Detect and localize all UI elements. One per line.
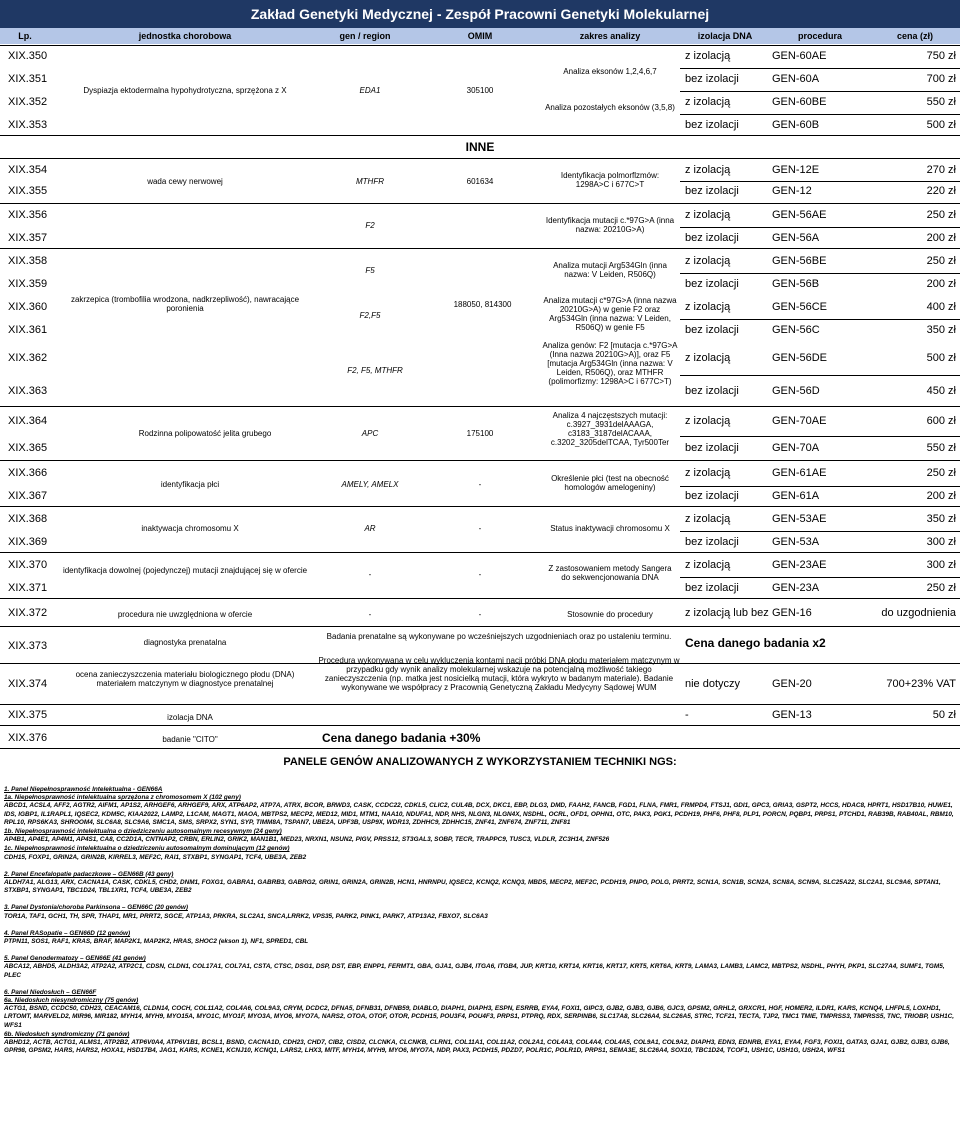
isolation-option: z izolacją: [685, 467, 731, 479]
col-header-omim: OMIM: [467, 31, 493, 41]
price: 250 zł: [926, 255, 956, 267]
isolation-option: bez izolacji: [685, 536, 739, 548]
procedure-code: GEN-23A: [772, 582, 820, 594]
col-header-isolation: izolacja DNA: [697, 31, 753, 41]
panel-genes: TOR1A, TAF1, GCH1, TH, SPR, THAP1, MR1, PRRT2, SGCE, ATP1A3, PRKRA, SLC2A1, SNCA,LRRK2, VPS35, PARK2, PINK1, PARK7, ATP13A2, FBXO7, SLC6A3: [4, 912, 488, 920]
isolation-option: bez izolacji: [685, 490, 739, 502]
row-divider: [0, 460, 960, 461]
price: 250 zł: [926, 209, 956, 221]
row-lp: XIX.369: [8, 536, 48, 548]
panel-heading: 6b. Niedosłuch syndromiczny (71 genów): [4, 1030, 130, 1038]
price: 550 zł: [926, 442, 956, 454]
col-header-scope: zakres analizy: [579, 31, 641, 41]
gene-cell: APC: [361, 429, 379, 438]
table-row: [0, 486, 960, 508]
table-row: [0, 227, 960, 250]
panel-genes: ABHD12, ACTB, ACTG1, ALMS1, ATP2B2, ATP6V0A4, ATP6V1B1, BCSL1, BSND, CACNA1D, CDH23, CHD7, CIB2, CISD2, CLCNKA, CLCNKB, CLRN1, COL11A1, COL11A2, COL2A1, COL4A3, COL4A4, COL4A5, COL9A1, COL9A2, DIAPH3, EDN3, EDNRB, EYA1, EYA4, FGF3, FOXI1, GATA3, GJA1, GJB2, GJB3, GJB6, GPR98, GPSM2, HARS, HARS2, HOXA1, HSD17B4, JAG1, KARS, KCNE1, KCNJ10, KCNQ1, LARS2, LHX3, MITF, MYH14, MYH9, MYO6, MYO7A, NDP, PAX3, PCDH15, PDZD7, POLR1C, POLR1D, PRPS1, SEMA3E, SLC26A4, SOX10, TBC1D24, TCOF1, USH1C, USH1G, USH2A, WFS1: [4, 1039, 950, 1055]
price: 750 zł: [926, 50, 956, 62]
col-header-gene: gen / region: [339, 31, 391, 41]
price: 350 zł: [926, 513, 956, 525]
price: 500 zł: [926, 352, 956, 364]
row-lp: XIX.359: [8, 278, 48, 290]
procedure-code: GEN-56D: [772, 385, 820, 397]
gene-cell: EDA1: [359, 86, 381, 95]
row-lp: XIX.367: [8, 490, 48, 502]
row-lp: XIX.352: [8, 96, 48, 108]
table-header: [0, 28, 960, 44]
panel-heading: 4. Panel RASopatie – GEN66D (12 genów): [4, 929, 131, 937]
row-lp: XIX.356: [8, 209, 48, 221]
scope-cell: Status inaktywacji chromosomu X: [550, 524, 670, 533]
scope-cell: Procedura wykonywana w celu wykluczenia kontami nacji próbki DNA płodu materiałem matczynym w przypadku gdy wynik analizy molekularnej wskazuje na potencjalną możliwość takiego zanieczyszczenia (np. matka jest nosicielką mutacji, która wykryto w badanym materiale). Badanie wykonywane we współpracy z Pracownią Genetyczną Zakładu Medycyny Sądowej WUM: [318, 656, 680, 692]
isolation-option: nie dotyczy: [685, 678, 741, 690]
price: 500 zł: [926, 119, 956, 131]
table-row: [0, 46, 960, 68]
isolation-option: bez izolacji: [685, 278, 739, 290]
disease-cell: wada cewy nerwowej: [147, 177, 223, 186]
row-lp: XIX.371: [8, 582, 48, 594]
disease-cell: identyfikacja płci: [160, 480, 220, 489]
procedure-code: GEN-60B: [772, 119, 820, 131]
table-row: [0, 273, 960, 296]
omim-cell: -: [478, 524, 482, 533]
isolation-option: z izolacją: [685, 301, 731, 313]
procedure-code: GEN-56CE: [772, 301, 828, 313]
gene-cell: -: [368, 610, 372, 619]
gene-cell: MTHFR: [356, 177, 384, 186]
table-row: [0, 114, 960, 137]
gene-cell: AMELY, AMELX: [341, 480, 399, 489]
scope-cell: Identyfikacja polmorflzmów: 1298A>C i 677C>T: [560, 171, 660, 189]
procedure-code: GEN-16: [772, 607, 812, 619]
procedure-code: GEN-56B: [772, 278, 820, 290]
row-divider: [680, 227, 960, 228]
col-header-price: cena (zł): [896, 31, 933, 41]
price: 450 zł: [926, 385, 956, 397]
table-row: [0, 375, 960, 408]
gene-cell: F5: [365, 266, 375, 275]
procedure-code: GEN-53A: [772, 536, 820, 548]
isolation-option: bez izolacji: [685, 73, 739, 85]
isolation-option: z izolacją: [685, 96, 731, 108]
price: 250 zł: [926, 467, 956, 479]
price: 350 zł: [926, 324, 956, 336]
price: 200 zł: [926, 490, 956, 502]
omim-cell: -: [478, 570, 482, 579]
row-lp: XIX.353: [8, 119, 48, 131]
panel-heading: 5. Panel Genodermatozy – GEN66E (41 genów): [4, 955, 146, 963]
panel-gap: [4, 896, 956, 904]
col-header-procedure: procedura: [797, 31, 842, 41]
row-divider: [0, 748, 960, 749]
price: 550 zł: [926, 96, 956, 108]
price: 600 zł: [926, 415, 956, 427]
row-divider: [0, 135, 960, 136]
omim-cell: 175100: [466, 429, 494, 438]
scope-cell: Analiza genów: F2 [mutacja c.*97G>A (Inna nazwa 20210G>A)], oraz F5 [mutacja Arg534Gln (inna nazwa: V Leiden, R506Q), oraz MTHFR (polimorfizmy: 1298A>C i 677C>T): [542, 341, 678, 386]
row-divider: [0, 704, 960, 705]
procedure-code: GEN-60BE: [772, 96, 827, 108]
row-lp: XIX.365: [8, 442, 48, 454]
scope-cell: Określenie płci (test na obecność homologów amelogeniny): [551, 474, 669, 492]
disease-cell: badanie "CITO": [162, 735, 218, 744]
panel-gap: [4, 947, 956, 955]
isolation-option: z izolacją lub bez: [685, 607, 769, 619]
page-title: Zakład Genetyki Medycznej - Zespół Pracowni Genetyki Molekularnej: [0, 0, 960, 28]
row-lp: XIX.362: [8, 352, 48, 364]
row-divider: [0, 506, 960, 507]
isolation-option: z izolacją: [685, 352, 731, 364]
row-divider: [680, 181, 960, 182]
panel-heading: 3. Panel Dystonia/choroba Parkinsona – GEN66C (20 genów): [4, 904, 188, 912]
table-row: [0, 319, 960, 342]
row-lp: XIX.354: [8, 164, 48, 176]
price: 200 zł: [926, 232, 956, 244]
row-lp: XIX.375: [8, 709, 48, 721]
procedure-code: GEN-70A: [772, 442, 820, 454]
price: 400 zł: [926, 301, 956, 313]
panel-genes: CDH15, FOXP1, GRIN2A, GRIN2B, KIRREL3, MEF2C, RAI1, STXBP1, SYNGAP1, TCF4, UBE3A, ZEB2: [4, 853, 307, 861]
row-divider: [0, 248, 960, 249]
row-divider: [0, 725, 960, 726]
disease-cell: Rodzinna polipowatość jelita grubego: [138, 429, 272, 438]
price: 220 zł: [926, 185, 956, 197]
scope-cell: Z zastosowaniem metody Sangera do sekwencjonowania DNA: [548, 564, 672, 582]
row-divider: [0, 598, 960, 599]
panel-genes: ABCD1, ACSL4, AFF2, AGTR2, AIFM1, AP1S2, ARHGEF6, ARHGEF9, ARX, ATP6AP2, ATP7A, ATRX, BCOR, BRWD3, CASK, CCDC22, CDKL5, CLIC2, CUL4B, DCX, DKC1, EBP, DLG3, DMD, FAAH2, FANCB, FGD1, FLNA, FMR1, FRMPD4, FTSJ1, GDI1, GPC3, GRIA3, GSPT2, HCCS, HDAC8, HPRT1, HSD17B10, HUWE1, IDS, IGBP1, IL1RAPL1, IQSEC2, KDM5C, KIAA2022, LAMP2, L1CAM, MAGT1, MAOA, MBTPS2, MECP2, MED12, MID1, MTM1, NAA10, NDUFA1, NDP, NHS, NLGN3, NLGN4X, NSDHL, OCRL, OFD1, OPHN1, OTC, PAK3, PGK1, PCDH19, PHF6, PHF8, PLP1, PORCN, PQBP1, PRPS1, PTCHD1, RAB39B, RAB40AL, RBM10, RPL10, RPS6KA3, SHROOM4, SLC6A8, SLC9A6, SMC1A, SMS, SRPX2, SYN1, SYP, TIMM8A, TSPAN7, UBE2A, UPF3B, USP9X, WDR13, ZDHHC9, ZDHHC15, ZNF41, ZNF674, ZNF711, ZNF81: [4, 802, 954, 826]
isolation-option: z izolacją: [685, 513, 731, 525]
row-lp: XIX.370: [8, 559, 48, 571]
table-row: [0, 577, 960, 600]
row-divider: [680, 577, 960, 578]
gene-cell: -: [368, 570, 372, 579]
row-divider: [0, 45, 960, 46]
disease-cell: identyfikacja dowolnej (pojedynczej) mutacji znajdującej się w ofercie: [62, 566, 308, 575]
price: 700+23% VAT: [886, 678, 956, 690]
row-divider: [0, 406, 960, 407]
panel-genes: ABCA12, ABHD5, ALDH3A2, ATP2A2, ATP2C1, CDSN, CLDN1, COL17A1, COL7A1, CSTA, CTSC, DSG1, DSP, DST, EBP, ENPP1, FERMT1, GBA, GJA1, GJB4, ITGA6, ITGB4, JUP, KRT10, KRT14, KRT16, KRT17, KRT5, KRT6A, KRT9, LAMA3, LAMB3, LAMC2, MBTPS2, NSDHL, PHYH, PKP1, SLC27A4, SUMF1, TGM5, PLEC: [4, 963, 945, 979]
isolation-option: z izolacją: [685, 559, 731, 571]
isolation-option: bez izolacji: [685, 119, 739, 131]
procedure-code: GEN-12E: [772, 164, 820, 176]
table-row: [0, 531, 960, 554]
panel-heading: 1a. Niepełnosprawność intelektualna sprzężona z chromosomem X (102 geny): [4, 794, 241, 802]
procedure-code: GEN-61A: [772, 490, 820, 502]
scope-cell: Analiza 4 najczęstszych mutacji: c.3927_3931delAAAGA, c3183_3187delACAAA, c.3202_3205delTCAA, Tyr500Ter: [550, 411, 670, 447]
isolation-option: bez izolacji: [685, 324, 739, 336]
procedure-code: GEN-56AE: [772, 209, 827, 221]
row-lp: XIX.372: [8, 607, 48, 619]
procedure-code: GEN-23AE: [772, 559, 827, 571]
isolation-option: bez izolacji: [685, 185, 739, 197]
row-divider: [0, 203, 960, 204]
table-row: [0, 250, 960, 273]
procedure-code: GEN-56C: [772, 324, 820, 336]
omim-cell: -: [478, 610, 482, 619]
disease-cell: procedura nie uwzględniona w ofercie: [117, 610, 253, 619]
price: do uzgodnienia: [881, 607, 956, 619]
procedure-code: GEN-60A: [772, 73, 820, 85]
price: 300 zł: [926, 559, 956, 571]
isolation-option: z izolacją: [685, 164, 731, 176]
row-divider: [680, 531, 960, 532]
panel-heading: 2. Panel Encefalopatie padaczkowe – GEN66B (43 geny): [4, 870, 174, 878]
isolation-option: bez izolacji: [685, 385, 739, 397]
procedure-code: GEN-56BE: [772, 255, 827, 267]
row-lp: XIX.366: [8, 467, 48, 479]
row-divider: [0, 626, 960, 627]
cito-price-note: Cena danego badania +30%: [322, 731, 481, 745]
row-lp: XIX.360: [8, 301, 48, 313]
row-divider: [680, 436, 960, 437]
row-divider: [0, 158, 960, 159]
panel-heading: 1. Panel Niepełnosprawność Intelektualna - GEN66A: [4, 786, 163, 793]
row-lp: XIX.358: [8, 255, 48, 267]
price: 250 zł: [926, 582, 956, 594]
procedure-code: GEN-70AE: [772, 415, 827, 427]
row-lp: XIX.355: [8, 185, 48, 197]
row-lp: XIX.374: [8, 678, 48, 690]
table-row: [0, 436, 960, 462]
scope-cell: Identyfikacja mutacji c.*97G>A (inna nazwa: 20210G>A): [545, 216, 675, 234]
row-divider: [680, 68, 960, 69]
row-divider: [0, 552, 960, 553]
row-lp: XIX.368: [8, 513, 48, 525]
gene-cell: AR: [364, 524, 376, 533]
isolation-option: bez izolacji: [685, 582, 739, 594]
scope-cell: Badania prenatalne są wykonywane po wcześniejszych uzgodnieniach oraz po ustaleniu terminu.: [326, 632, 672, 641]
col-header-disease: jednostka chorobowa: [138, 31, 232, 41]
isolation-option: bez izolacji: [685, 232, 739, 244]
row-lp: XIX.376: [8, 732, 48, 744]
row-divider: [680, 114, 960, 115]
panel-genes: PTPN11, SOS1, RAF1, KRAS, BRAF, MAP2K1, MAP2K2, HRAS, SHOC2 (ekson 1), NF1, SPRED1, CBL: [4, 938, 309, 946]
procedure-code: GEN-56DE: [772, 352, 828, 364]
disease-cell: inaktywacja chromosomu X: [141, 524, 239, 533]
panel-gap: [4, 863, 956, 871]
price: 200 zł: [926, 278, 956, 290]
row-lp: XIX.350: [8, 50, 48, 62]
row-lp: XIX.363: [8, 385, 48, 397]
panel-gap: [4, 922, 956, 930]
omim-cell: 601634: [466, 177, 494, 186]
scope-cell: Stosownie do procedury: [567, 610, 653, 619]
scope-cell: Analiza mutacji Arg534Gln (inna nazwa: V Leiden, R506Q): [553, 261, 667, 279]
procedure-code: GEN-56A: [772, 232, 820, 244]
disease-cell: Dyspiazja ektodermalna hypohydrotyczna, sprzężona z X: [83, 86, 287, 95]
omim-cell: -: [478, 480, 482, 489]
row-divider: [680, 273, 960, 274]
row-lp: XIX.364: [8, 415, 48, 427]
panel-heading: 1c. Niepełnosprawność intelektualna o dziedziczeniu autosomalnym dominującym (12 genów): [4, 845, 290, 853]
procedure-code: GEN-12: [772, 185, 812, 197]
procedure-code: GEN-61AE: [772, 467, 827, 479]
row-divider: [680, 486, 960, 487]
isolation-option: -: [685, 709, 689, 721]
panel-heading: 1b. Niepełnosprawność intelektualna o dziedziczeniu autosomalnym recesywnym (24 geny): [4, 828, 282, 836]
panel-genes: AP4B1, AP4E1, AP4M1, AP4S1, CA8, CC2D1A, CNTNAP2, CRBN, ERLIN2, GRIK2, MAN1B1, MED23, NRXN1, NSUN2, PIGV, PRSS12, ST3GAL3, SOBP, TECR, TRAPPC9, TUSC3, VLDLR, ZC3H14, ZNF526: [4, 836, 610, 844]
row-divider: [680, 91, 960, 92]
isolation-option: bez izolacji: [685, 442, 739, 454]
gene-cell: F2, F5, MTHFR: [347, 366, 403, 375]
row-divider: [680, 375, 960, 376]
scope-cell: Analiza pozostałych eksonów (3,5,8): [545, 103, 675, 112]
price: 50 zł: [932, 709, 956, 721]
row-divider: [680, 319, 960, 320]
scope-cell: Analiza eksonów 1,2,4,6,7: [563, 67, 657, 76]
row-lp: XIX.357: [8, 232, 48, 244]
panel-gap: [4, 981, 956, 989]
procedure-code: GEN-53AE: [772, 513, 827, 525]
scope-cell: Analiza mutacji c*97G>A (inna nazwa 20210G>A) w genie F2 oraz Arg534Gln (inna nazwa: V Leiden, R506Q) w genie F5: [543, 296, 677, 332]
isolation-option: z izolacją: [685, 415, 731, 427]
price: 270 zł: [926, 164, 956, 176]
section-inne: INNE: [465, 140, 495, 154]
isolation-option: z izolacją: [685, 255, 731, 267]
panel-genes: ALDH7A1, ALG13, ARX, CACNA1A, CASK, CDKL5, CHD2, DNM1, FOXG1, GABRA1, GABRB3, GABRG2, GRIN1, GRIN2A, GRIN2B, HCN1, HNRNPU, IQSEC2, KCNQ2, KCNQ3, MBD5, MECP2, MEF2C, PCDH19, PNPO, POLG, PRRT2, SCN1A, SCN1B, SCN2A, SCN8A, SCN9A, SLC25A22, SLC2A1, SLC9A6, SPTAN1, STXBP1, SYNGAP1, TBC1D24, TBL1XR1, TCF4, UBE3A, ZEB2: [4, 879, 941, 895]
price: 700 zł: [926, 73, 956, 85]
isolation-option: z izolacją: [685, 209, 731, 221]
panels-list: [4, 786, 956, 1056]
procedure-code: GEN-60AE: [772, 50, 827, 62]
table-row: [0, 342, 960, 375]
gene-cell: F2: [365, 221, 375, 230]
price: 300 zł: [926, 536, 956, 548]
panel-heading: 6. Panel Niedosłuch – GEN66F: [4, 988, 97, 996]
omim-cell: 305100: [466, 86, 494, 95]
row-lp: XIX.373: [8, 640, 48, 652]
col-header-lp: Lp.: [18, 31, 32, 41]
procedure-code: GEN-13: [772, 709, 812, 721]
panel-genes: ACTG1, BSND, CCDC50, CDH23, CEACAM16, CLDN14, COCH, COL11A2, COL4A6, COL9A3, CRYM, DCDC2, DFNA5, DFNB31, DFNB59, DIABLO, DIAPH1, DIAPH3, ESPN, ESRRB, EYA4, FOXI1, GIPC3, GJB2, GJB3, GJB6, GJC3, GPSM2, GRHL2, GRXCR1, HGF, HOMER2, ILDR1, KARS, KCNQ4, LHFPL5, LOXHD1, LRTOMT, MARVELD2, MIR96, MIR182, MYH14, MYH9, MYO15A, MYO1C, MYO1F, MYO3A, MYO6, MYO7A, NARS2, OTOA, OTOF, OTOR, PCDH15, POU3F4, POU4F3, PRPS1, PTPRQ, RDX, SERPINB6, SLC17A8, SLC26A4, SLC26A5, STRC, TCF21, TECTA, TJP2, TMC1 TMIE, TMPRSS3, TMPRSS5, TNC, TRIOBP, USH1C, WFS1: [4, 1005, 955, 1029]
isolation-option: z izolacją: [685, 50, 731, 62]
gene-cell: F2,F5: [359, 311, 381, 320]
table-row: [0, 205, 960, 227]
prenatal-price-note: Cena danego badania x2: [685, 636, 826, 650]
disease-cell: diagnostyka prenatalna: [143, 638, 227, 647]
procedure-code: GEN-20: [772, 678, 812, 690]
row-lp: XIX.351: [8, 73, 48, 85]
omim-cell: 188050, 814300: [453, 300, 512, 309]
disease-cell: ocena zanieczyszczenia materiału biologicznego płodu (DNA) materiałem matczynym w diagnostyce prenatalnej: [75, 670, 295, 688]
row-lp: XIX.361: [8, 324, 48, 336]
disease-cell: zakrzepica (trombofilia wrodzona, nadkrzepliwość), nawracające poronienia: [70, 295, 300, 313]
disease-cell: izolacja DNA: [167, 713, 213, 722]
panels-title: PANELE GENÓW ANALIZOWANYCH Z WYKORZYSTANIEM TECHNIKI NGS:: [283, 756, 677, 768]
panel-heading: 6a. Niedosłuch niesyndromiczny (75 genów): [4, 997, 139, 1005]
